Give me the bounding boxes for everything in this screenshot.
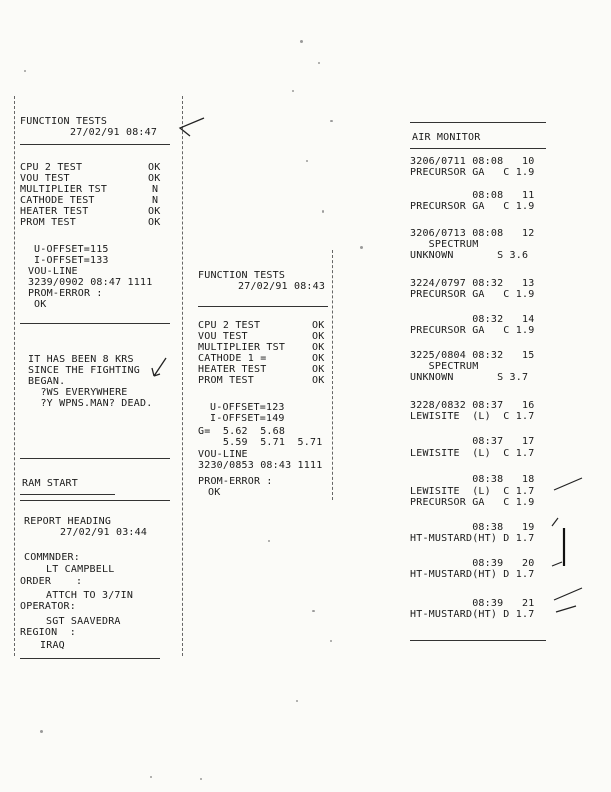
- u-offset: U-OFFSET=123: [210, 402, 285, 413]
- g-values-line: G= 5.62 5.68: [198, 426, 286, 437]
- divider: [20, 494, 115, 495]
- test-status: OK: [312, 320, 325, 331]
- test-status: OK: [148, 206, 161, 217]
- monitor-entry-header: 3225/0804 08:32 15: [410, 350, 535, 361]
- u-offset: U-OFFSET=115: [34, 244, 109, 255]
- monitor-entry-reading: PRECURSOR GA C 1.9: [410, 325, 535, 336]
- commander-value: LT CAMPBELL: [46, 564, 115, 575]
- monitor-entry-header: 3228/0832 08:37 16: [410, 400, 535, 411]
- monitor-entry-header: 08:08 11: [410, 190, 535, 201]
- vou-line: VOU-LINE: [28, 266, 78, 277]
- function-tests-datetime: 27/02/91 08:47: [70, 127, 158, 138]
- monitor-entry-header: 08:38 19: [410, 522, 535, 533]
- prom-error: PROM-ERROR :: [198, 476, 273, 487]
- test-status: OK: [312, 331, 325, 342]
- monitor-entry-reading: UNKNOWN S 3.7: [410, 372, 529, 383]
- operator-label: OPERATOR:: [20, 601, 76, 612]
- test-status: OK: [148, 162, 161, 173]
- divider: [198, 306, 328, 307]
- message-line: ?WS EVERYWHERE: [28, 387, 128, 398]
- divider: [20, 658, 160, 659]
- air-monitor-title: AIR MONITOR: [412, 132, 481, 143]
- test-name: CATHODE 1 =: [198, 353, 267, 364]
- test-name: CPU 2 TEST: [198, 320, 261, 331]
- report-heading: REPORT HEADING: [24, 516, 112, 527]
- monitor-entry-header: 08:37 17: [410, 436, 535, 447]
- test-name: MULTIPLIER TST: [198, 342, 286, 353]
- test-name: VOU TEST: [20, 173, 70, 184]
- divider: [20, 144, 170, 145]
- handwritten-mark-icon: [548, 470, 588, 620]
- handwritten-arrow-icon: [176, 116, 206, 138]
- divider: [20, 323, 170, 324]
- printout-strip-3: [410, 110, 560, 670]
- ram-start: RAM START: [22, 478, 78, 489]
- prom-error: PROM-ERROR :: [28, 288, 103, 299]
- function-tests-title: FUNCTION TESTS: [198, 270, 286, 281]
- monitor-entry-reading: SPECTRUM: [410, 361, 479, 372]
- prom-value: OK: [34, 299, 47, 310]
- divider: [410, 640, 546, 641]
- order-value: ATTCH TO 3/7IN: [46, 590, 134, 601]
- message-line: ?Y WPNS.MAN? DEAD.: [28, 398, 153, 409]
- test-status: OK: [148, 217, 161, 228]
- divider: [20, 458, 170, 459]
- test-name: CPU 2 TEST: [20, 162, 83, 173]
- monitor-entry-reading: HT-MUSTARD(HT) D 1.7: [410, 533, 535, 544]
- test-name: PROM TEST: [20, 217, 76, 228]
- test-status: OK: [148, 173, 161, 184]
- commander-label: COMMNDER:: [24, 552, 80, 563]
- region-label: REGION :: [20, 627, 76, 638]
- function-tests-title: FUNCTION TESTS: [20, 116, 108, 127]
- monitor-entry-header: 08:39 20: [410, 558, 535, 569]
- printout-strip-2: [198, 250, 378, 510]
- strip-edge-left: [14, 96, 15, 656]
- monitor-entry-reading: PRECURSOR GA C 1.9: [410, 497, 535, 508]
- monitor-entry-reading: HT-MUSTARD(HT) D 1.7: [410, 609, 535, 620]
- test-status: N: [152, 184, 159, 195]
- serial-line: 3230/0853 08:43 1111: [198, 460, 323, 471]
- i-offset: I-OFFSET=149: [210, 413, 285, 424]
- test-name: PROM TEST: [198, 375, 254, 386]
- test-status: OK: [312, 342, 325, 353]
- monitor-entry-reading: LEWISITE (L) C 1.7: [410, 486, 535, 497]
- report-datetime: 27/02/91 03:44: [60, 527, 148, 538]
- monitor-entry-reading: LEWISITE (L) C 1.7: [410, 448, 535, 459]
- monitor-entry-reading: UNKNOWN S 3.6: [410, 250, 529, 261]
- function-tests-datetime: 27/02/91 08:43: [238, 281, 326, 292]
- strip-edge-right: [332, 250, 333, 500]
- monitor-entry-reading: PRECURSOR GA C 1.9: [410, 201, 535, 212]
- message-line: BEGAN.: [28, 376, 66, 387]
- test-status: OK: [312, 375, 325, 386]
- test-name: HEATER TEST: [198, 364, 267, 375]
- test-name: VOU TEST: [198, 331, 248, 342]
- monitor-entry-reading: PRECURSOR GA C 1.9: [410, 167, 535, 178]
- monitor-entry-reading: SPECTRUM: [410, 239, 479, 250]
- monitor-entry-reading: PRECURSOR GA C 1.9: [410, 289, 535, 300]
- monitor-entry-reading: LEWISITE (L) C 1.7: [410, 411, 535, 422]
- printout-strip-1: [20, 96, 188, 696]
- test-status: OK: [312, 364, 325, 375]
- divider: [410, 122, 546, 123]
- i-offset: I-OFFSET=133: [34, 255, 109, 266]
- serial-line: 3239/0902 08:47 1111: [28, 277, 153, 288]
- message-line: IT HAS BEEN 8 KRS: [28, 354, 134, 365]
- vou-line: VOU-LINE: [198, 449, 248, 460]
- prom-value: OK: [208, 487, 221, 498]
- region-value: IRAQ: [40, 640, 65, 651]
- monitor-entry-header: 08:39 21: [410, 598, 535, 609]
- monitor-entry-header: 3206/0711 08:08 10: [410, 156, 535, 167]
- test-name: MULTIPLIER TST: [20, 184, 108, 195]
- divider: [410, 148, 546, 149]
- message-line: SINCE THE FIGHTING: [28, 365, 140, 376]
- monitor-entry-header: 3206/0713 08:08 12: [410, 228, 535, 239]
- monitor-entry-header: 08:38 18: [410, 474, 535, 485]
- g-values-line: 5.59 5.71 5.71: [198, 437, 323, 448]
- strip-edge-right: [182, 96, 183, 656]
- test-name: CATHODE TEST: [20, 195, 95, 206]
- monitor-entry-reading: HT-MUSTARD(HT) D 1.7: [410, 569, 535, 580]
- test-status: OK: [312, 353, 325, 364]
- monitor-entry-header: 08:32 14: [410, 314, 535, 325]
- monitor-entry-header: 3224/0797 08:32 13: [410, 278, 535, 289]
- order-label: ORDER :: [20, 576, 83, 587]
- test-status: N: [152, 195, 159, 206]
- test-name: HEATER TEST: [20, 206, 89, 217]
- divider: [20, 500, 170, 501]
- operator-value: SGT SAAVEDRA: [46, 616, 121, 627]
- handwritten-arrow-icon: [148, 356, 170, 382]
